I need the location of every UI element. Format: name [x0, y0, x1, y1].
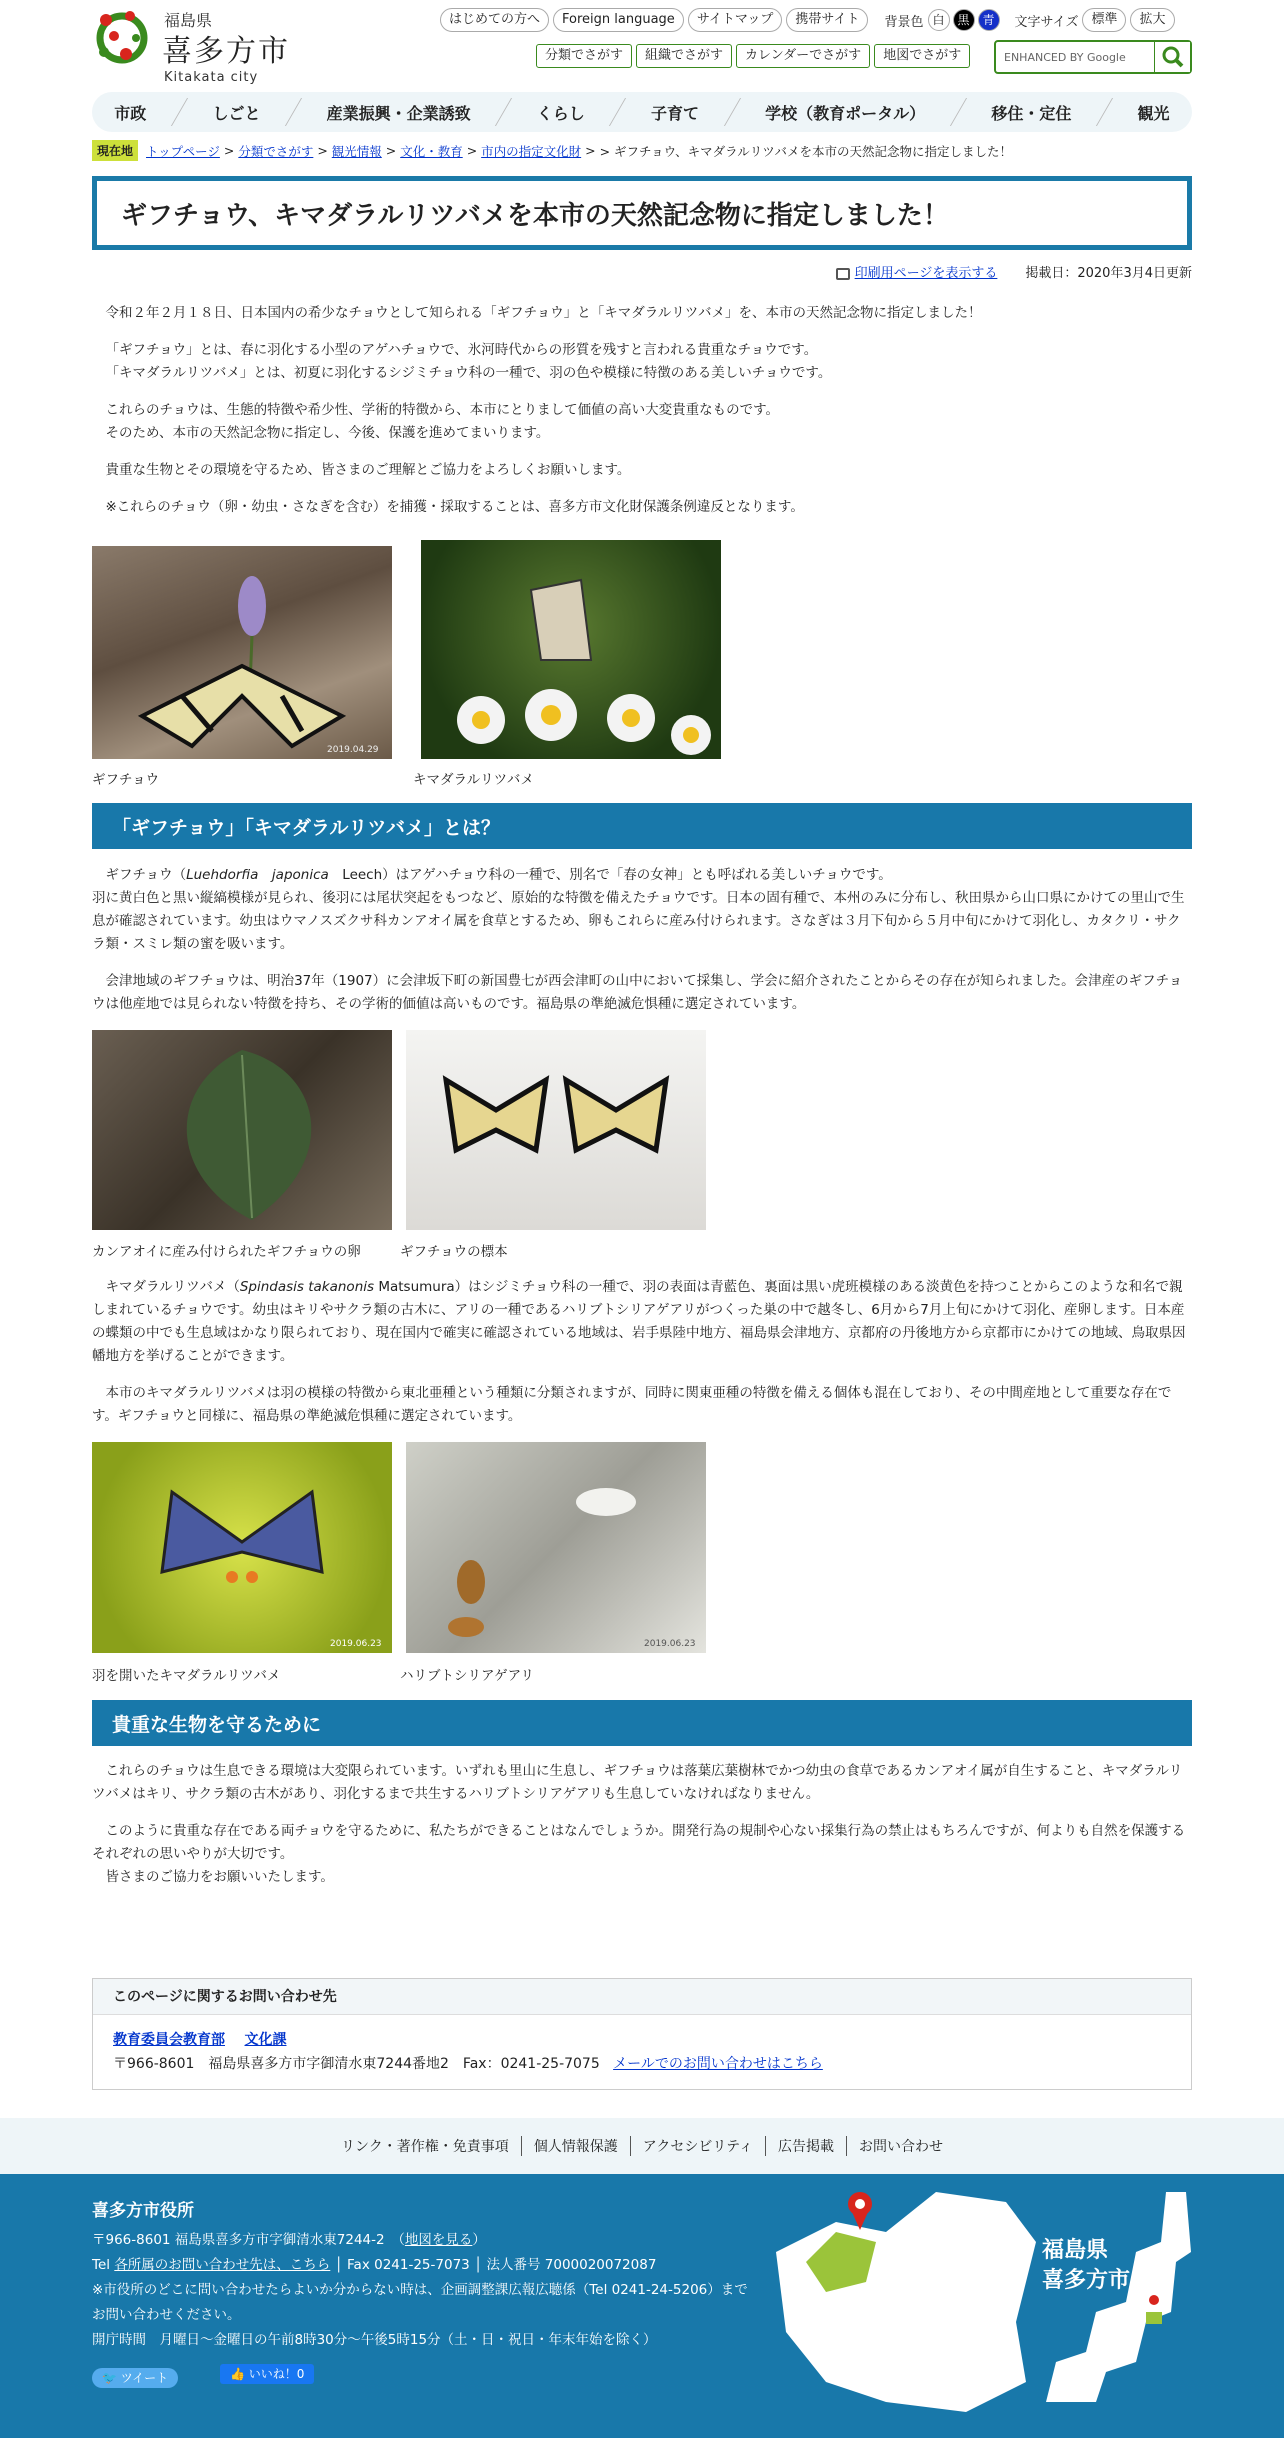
photo-stamp: 2019.06.23 [330, 1639, 382, 1649]
photo-stamp: 2019.04.29 [327, 745, 379, 755]
s1-p3-sci: Spindasis takanonis [239, 1279, 375, 1295]
s1-p1b: Leech）はアゲハチョウ科の一種で、別名で「春の女神」とも呼ばれる美しいチョウです。 [328, 867, 892, 883]
divider [609, 98, 626, 126]
footer-tel-prefix: Tel [92, 2257, 111, 2273]
facebook-like-button[interactable] [220, 2364, 314, 2384]
site-logo[interactable] [92, 4, 302, 88]
font-size-label: 文字サイズ [1014, 14, 1079, 30]
caption-eggs: カンアオイに産み付けられたギフチョウの卵 [92, 1244, 361, 1260]
contact-dept-line [113, 2029, 287, 2049]
page-meta [836, 262, 1192, 281]
breadcrumb-cultural-assets[interactable]: 市内の指定文化財 [481, 143, 582, 159]
like-label: いいね！0 [248, 2367, 305, 2381]
breadcrumb-category[interactable]: 分類でさがす [238, 143, 314, 159]
intro-p2: 「ギフチョウ」とは、春に羽化する小型のアゲハチョウで、氷河時代からの形質を残すと言われる貴重なチョウです。 [105, 342, 818, 358]
section1-text-b [92, 1276, 1192, 1442]
global-nav [92, 92, 1192, 132]
tweet-label: ツイート [120, 2371, 169, 2385]
footer-fax: Fax 0241-25-7073 [347, 2257, 470, 2273]
footer-map-link[interactable]: 地図を見る [404, 2232, 473, 2248]
contact-address-line [113, 2053, 823, 2073]
caption-ants: ハリブトシリアゲアリ [400, 1668, 535, 1684]
photo-kimadara-open [92, 1442, 392, 1653]
search-by-map[interactable]: 地図でさがす [874, 44, 970, 68]
tweet-button[interactable] [92, 2368, 178, 2388]
s2-p1: これらのチョウは生息できる環境は大変限られています。いずれも里山に生息し、ギフチョウは落葉広葉樹林でかつ幼虫の食草であるカンアオイ属が自生すること、キマダラルリツバメはキリ、サクラ類の古木があり、羽化するまで共生するハリブトシリアゲアリも生息していなければなりません。 [92, 1763, 1183, 1802]
contact-dept-link[interactable]: 教育委員会教育部 [113, 2032, 225, 2048]
leaf-illustration [92, 1030, 392, 1230]
gnav-work[interactable]: しごと [212, 103, 261, 123]
photo-gifu-eggs [92, 1030, 392, 1230]
printer-icon [836, 268, 850, 280]
s1-p4: 本市のキマダラルリツバメは羽の模様の特徴から東北亜種という種類に分類されますが、同時に関東亜種の特徴を備える個体も混在しており、その中間産地として重要な存在です。ギフチョウと同様に、福島県の準絶滅危惧種に選定されています。 [92, 1385, 1172, 1424]
gnav-migration[interactable]: 移住・定住 [991, 103, 1072, 123]
footer-nav [0, 2118, 1284, 2174]
lichen-illustration [406, 1442, 706, 1653]
intro-p6: 貴重な生物とその環境を守るため、皆さまのご理解とご協力をよろしくお願いします。 [105, 462, 631, 478]
divider [723, 98, 740, 126]
search-by-calendar[interactable]: カレンダーでさがす [736, 44, 870, 68]
footer-hours: 開庁時間 月曜日～金曜日の午前8時30分～午後5時15分（土・日・祝日・年末年始を除く） [92, 2332, 657, 2348]
section2-text [92, 1760, 1192, 1903]
footer-address: 〒966-8601 福島県喜多方市字御清水東7244-2 （ [92, 2232, 405, 2248]
photo-kimadara [421, 540, 721, 759]
gnav-politics[interactable]: 市政 [114, 103, 147, 123]
photo-stamp: 2019.06.23 [644, 1639, 696, 1649]
page-title-box [92, 176, 1192, 250]
photo-gifu-butterfly [92, 546, 392, 759]
footer-link-contact[interactable]: お問い合わせ [858, 2139, 943, 2155]
breadcrumb: 現在地 トップページ > 分類でさがす > 観光情報 > 文化・教育 > 市内の指定文化財 > > ギフチョウ、キマダラルリツバメを本市の天然記念物に指定しました！ [92, 140, 1012, 161]
intro-p3: 「キマダラルリツバメ」とは、初夏に羽化するシジミチョウ科の一種で、羽の色や模様に特徴のある美しいチョウです。 [105, 365, 832, 381]
map-label [1042, 2236, 1130, 2296]
intro-p4: これらのチョウは、生態的特徴や希少性、学術的特徴から、本市にとりまして価値の高い大変貴重なものです。 [105, 402, 780, 418]
s1-p1-sci: Luehdorfia japonica [186, 867, 329, 883]
logo-city: 喜多方市 [162, 34, 290, 69]
fukushima-map-icon [766, 2182, 1196, 2418]
s2-p3: 皆さまのご協力をお願いいたします。 [105, 1869, 334, 1885]
footer-address-end: ） [472, 2232, 486, 2248]
map-pref: 福島県 [1042, 2238, 1109, 2263]
breadcrumb-current: > ギフチョウ、キマダラルリツバメを本市の天然記念物に指定しました！ [599, 143, 1013, 159]
search-by-category[interactable]: 分類でさがす [536, 44, 632, 68]
divider [495, 98, 512, 126]
facebook-icon: 👍 [230, 2367, 249, 2381]
divider [950, 98, 967, 126]
specimen-illustration [406, 1030, 706, 1230]
bg-white-button[interactable]: 白 [928, 9, 950, 31]
contact-box [92, 1978, 1192, 2090]
bg-blue-button[interactable]: 青 [978, 9, 1000, 31]
section-heading-protect: 貴重な生物を守るために [92, 1700, 1192, 1746]
intro-text [92, 302, 1192, 533]
print-link-wrap[interactable] [836, 262, 998, 281]
util-link-foreign[interactable]: Foreign language [553, 8, 684, 32]
intro-p5: そのため、本市の天然記念物に指定し、今後、保護を進めてまいります。 [105, 425, 550, 441]
kimadara-illustration [421, 540, 721, 759]
section-heading-about: 「ギフチョウ」「キマダラルリツバメ」とは？ [92, 803, 1192, 849]
section1-text-a [92, 864, 1192, 1030]
font-large-button[interactable]: 拡大 [1130, 8, 1174, 32]
footer-note: ※市役所のどこに問い合わせたらよいか分からない時は、企画調整課広報広聴係（Tel 0241-24-5206）までお問い合わせください。 [92, 2282, 748, 2323]
gnav-living[interactable]: くらし [536, 103, 585, 123]
gnav-childcare[interactable]: 子育て [650, 103, 699, 123]
intro-p7: ※これらのチョウ（卵・幼虫・さなぎを含む）を捕獲・採取することは、喜多方市文化財保護条例違反となります。 [105, 499, 804, 515]
search-input[interactable]: ENHANCED BY Google [1004, 51, 1126, 64]
s1-p3a: キマダラルリツバメ（ [105, 1279, 240, 1295]
breadcrumb-here-label: 現在地 [92, 140, 138, 161]
contact-section-link[interactable]: 文化課 [244, 2032, 287, 2048]
divider [1096, 98, 1113, 126]
utility-nav [440, 8, 1179, 32]
divider [285, 98, 302, 126]
breadcrumb-culture[interactable]: 文化・教育 [400, 143, 463, 159]
gnav-industry[interactable]: 産業振興・企業誘致 [326, 103, 471, 123]
kimadara-open-illustration [92, 1442, 392, 1653]
gifu-butterfly-illustration [92, 546, 392, 759]
twitter-icon: 🐦 [102, 2371, 121, 2385]
s1-p1c: 羽に黄白色と黒い縦縞模様が見られ、後羽には尾状突起をもつなど、原始的な特徴を備えたチョウです。日本の固有種で、本州のみに分布し、秋田県から山口県にかけての里山で生息が確認されています。幼虫はウマノスズクサ科カンアオイ属を食草とするため、卵もこれらに産み付けられます。さなぎは３月下旬から５月中旬にかけて羽化し、カタクリ・サクラ類・スミレ類の蜜を吸います。 [92, 890, 1185, 952]
intro-p1: 令和２年２月１８日、日本国内の希少なチョウとして知られる「ギフチョウ」と「キマダラルリツバメ」を、本市の天然記念物に指定しました！ [105, 305, 982, 321]
footer-link-copyright[interactable]: リンク・著作権・免責事項 [329, 2136, 522, 2156]
page-title: ギフチョウ、キマダラルリツバメを本市の天然記念物に指定しました！ [121, 200, 949, 231]
footer-info: 〒966-8601 福島県喜多方市字御清水東7244-2 （地図を見る） Tel 各所属のお問い合わせ先は、こちら │ Fax 0241-25-7073 │ 法人番号 7000020072087 ※市役所のどこに問い合わせたらよいか分からない時は、企画調整課広報広聴係（Tel 0241-24-5206）までお問い合わせください。 開庁時間 月曜日～金曜日の午前8時30分～午後5時15分（土・日・祝日・年末年始を除く） [92, 2228, 752, 2353]
breadcrumb-top[interactable]: トップページ [146, 143, 220, 159]
gnav-tourism[interactable]: 観光 [1137, 103, 1170, 123]
util-link-mobile[interactable]: 携帯サイト [786, 8, 868, 32]
bg-color-label: 背景色 [884, 14, 924, 30]
footer-corp-number: 法人番号 7000020072087 [486, 2257, 657, 2273]
footer-link-ads[interactable]: 広告掲載 [766, 2136, 847, 2156]
breadcrumb-tourism[interactable]: 観光情報 [331, 143, 382, 159]
caption-kimadara-open: 羽を開いたキマダラルリツバメ [92, 1668, 281, 1684]
gnav-school[interactable]: 学校（教育ポータル） [765, 103, 926, 123]
city-emblem-icon [92, 8, 156, 66]
s1-p3b: Matsumura）はシジミチョウ科の一種で、羽の表面は青藍色、裏面は黒い虎班模様のある淡黄色を持つことからこのような和名で親しまれているチョウです。幼虫はキリやサクラ類の古木に、アリの一種であるハリブトシリアゲアリがつくった巣の中で越冬し、6月から7月上旬にかけて羽化、産卵します。日本産の蝶類の中でも生息域はかなり限られており、現在国内で確実に確認されている地域は、岩手県陸中地方、福島県会津地方、京都府の丹後地方から京都市にかけての地域、鳥取県因幡地方を挙げることができます。 [92, 1279, 1186, 1364]
util-link-beginner[interactable]: はじめての方へ [440, 8, 549, 32]
footer-office-name: 喜多方市役所 [92, 2201, 194, 2221]
divider [171, 98, 188, 126]
logo-pref: 福島県 [164, 11, 213, 30]
s2-p2: このように貴重な存在である両チョウを守るために、私たちができることはなんでしょうか。開発行為の規制や心ない採集行為の禁止はもちろんですが、何よりも自然を保護するそれぞれの思いやりが大切です。 [92, 1823, 1186, 1862]
s1-p2: 会津地域のギフチョウは、明治37年（1907）に会津坂下町の新国豊七が西会津町の山中において採集し、学会に紹介されたことからその存在が知られました。会津産のギフチョウは他産地では見られない特徴を持ち、その学術的価値は高いものです。福島県の準絶滅危惧種に選定されています。 [92, 973, 1183, 1012]
caption-gifu: ギフチョウ [92, 772, 160, 788]
updated-date: 掲載日：2020年3月4日更新 [1025, 266, 1192, 281]
bg-black-button[interactable]: 黒 [953, 9, 975, 31]
footer-link-privacy[interactable]: 個人情報保護 [522, 2136, 631, 2156]
logo-city-en: Kitakata city [164, 70, 259, 85]
caption-kimadara: キマダラルリツバメ [413, 772, 534, 788]
util-link-sitemap[interactable]: サイトマップ [688, 8, 783, 32]
photo-ants [406, 1442, 706, 1653]
search-by-org[interactable]: 組織でさがす [636, 44, 732, 68]
footer-link-accessibility[interactable]: アクセシビリティ [631, 2136, 766, 2156]
search-links [536, 44, 974, 68]
contact-mail-link[interactable]: メールでのお問い合わせはこちら [613, 2056, 823, 2072]
search-button[interactable] [1154, 42, 1190, 72]
search-icon [1155, 42, 1191, 72]
photo-gifu-specimen [406, 1030, 706, 1230]
contact-heading: このページに関するお問い合わせ先 [93, 1979, 1191, 2015]
footer-tel-link[interactable]: 各所属のお問い合わせ先は、こちら [114, 2257, 331, 2273]
print-link[interactable]: 印刷用ページを表示する [854, 266, 998, 281]
caption-specimen: ギフチョウの標本 [400, 1244, 508, 1260]
map-city: 喜多方市 [1042, 2268, 1131, 2293]
s1-p1a: ギフチョウ（ [105, 867, 187, 883]
contact-address: 〒966-8601 福島県喜多方市字御清水東7244番地2 Fax：0241-25-7075 [113, 2056, 600, 2072]
site-search[interactable] [994, 40, 1192, 74]
font-standard-button[interactable]: 標準 [1082, 8, 1126, 32]
